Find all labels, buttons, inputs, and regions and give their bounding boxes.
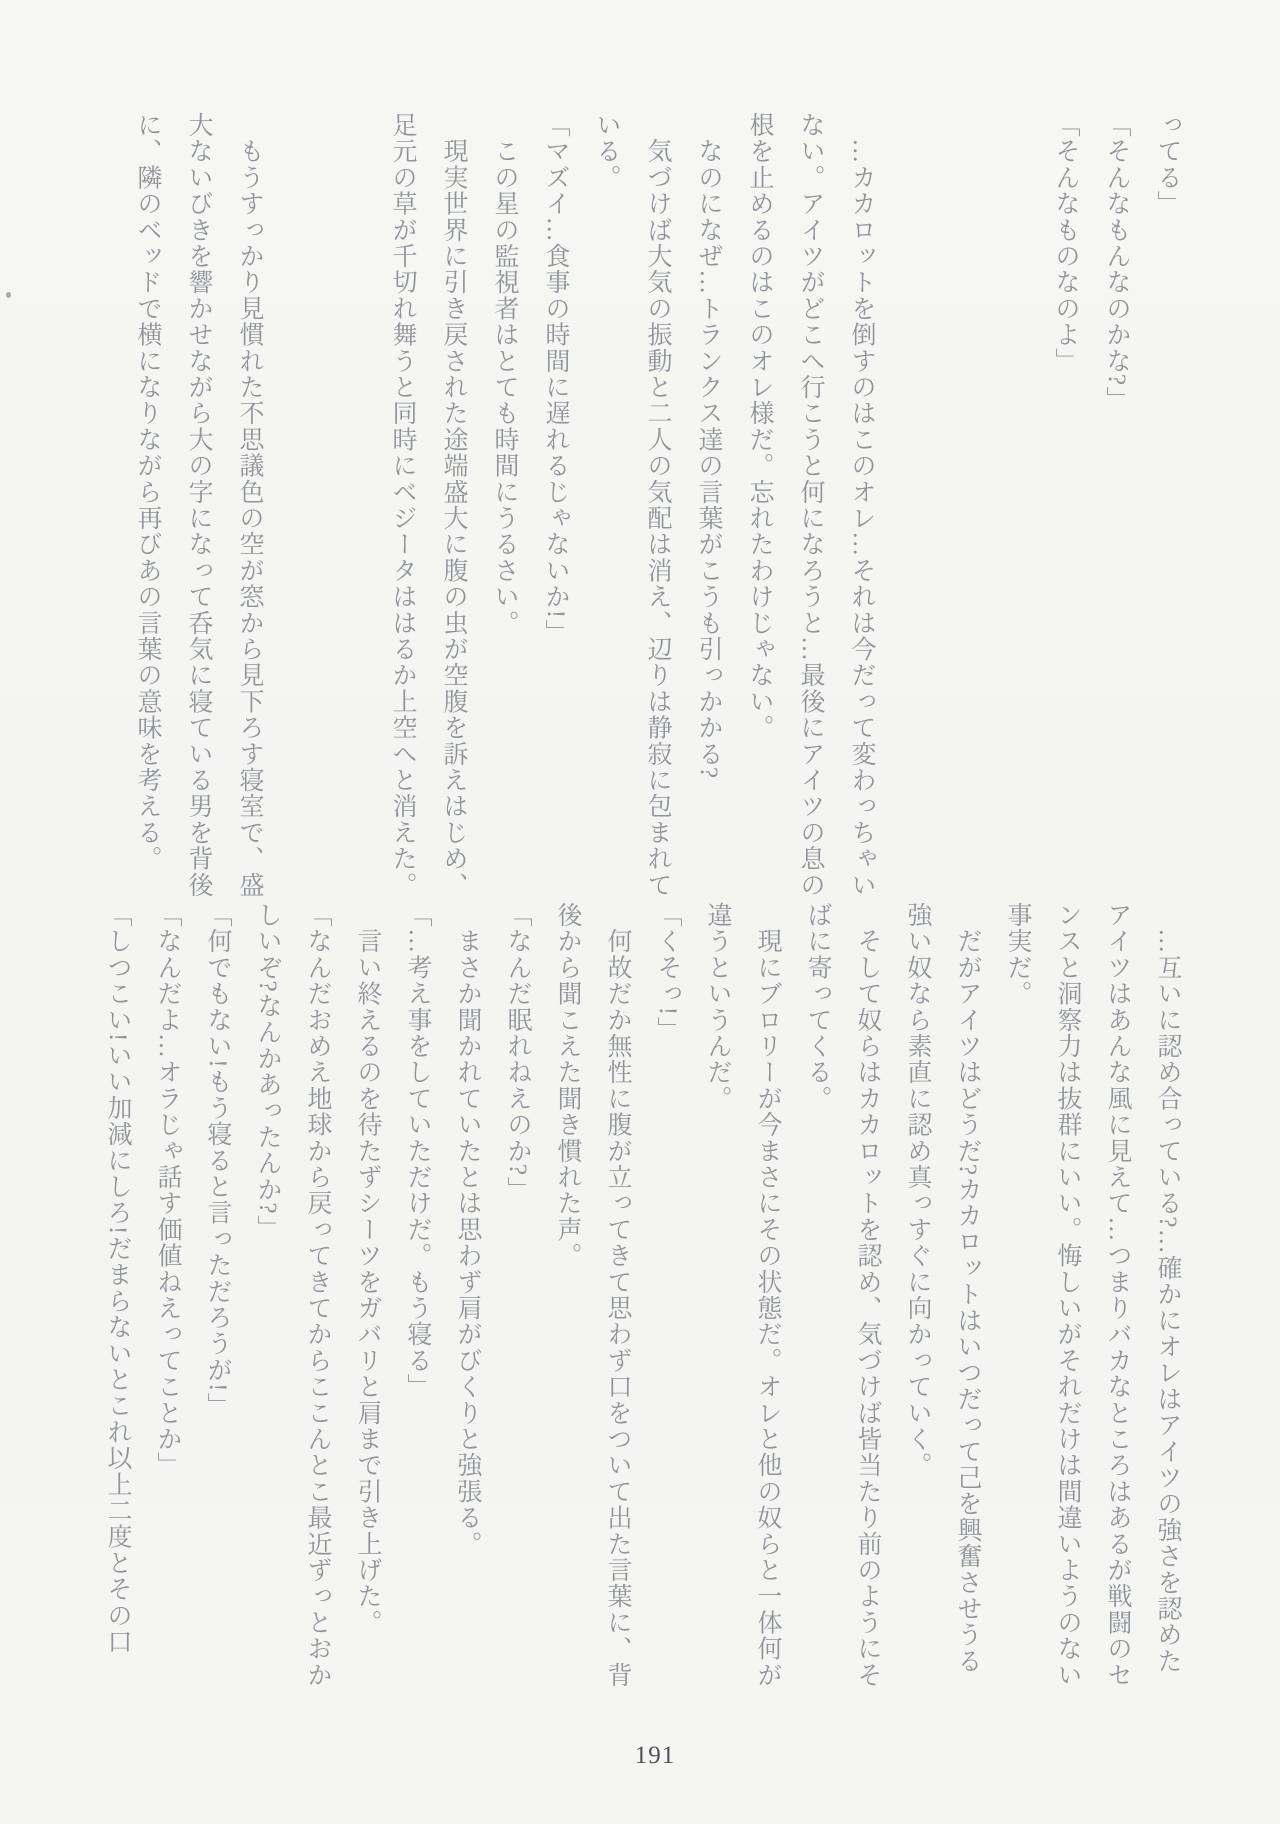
text-line: 「そんなものなのよ」 bbox=[1052, 112, 1079, 374]
text-line-spacer bbox=[900, 112, 925, 920]
scan-speck-artifact bbox=[6, 292, 11, 298]
text-line: 足元の草が千切れ舞うと同時にベジータははるか上空へと消えた。 bbox=[389, 112, 416, 898]
text-line: 「なんだ眠れねえのか?」 bbox=[504, 902, 531, 1203]
text-line-spacer bbox=[951, 112, 976, 920]
text-line: 何故だか無性に腹が立ってきて思わず口をついて出た言葉に、背 bbox=[604, 902, 631, 1688]
text-line: 言い終えるのを待たずシーツをガバリと肩まで引き上げた。 bbox=[354, 902, 381, 1636]
text-line: 大ないびきを響かせながら大の字になって呑気に寝ている男を背後 bbox=[185, 112, 212, 898]
text-line: アイツはあんな風に見えて…つまりバカなところはあるが戦闘のセ bbox=[1104, 902, 1131, 1688]
text-line: 「なんだよ…オラじゃ話す価値ねえってことか」 bbox=[154, 902, 181, 1479]
text-line: 根を止めるのはこのオレ様だ。忘れたわけじゃない。 bbox=[746, 112, 773, 741]
text-line: 「くそっ!」 bbox=[654, 902, 681, 1043]
text-line: 「マズイ…食事の時間に遅れるじゃないか!」 bbox=[542, 112, 569, 646]
text-line: 強い奴なら素直に認め真っすぐに向かっていく。 bbox=[904, 902, 931, 1479]
text-line: 「そんなもんなのかな?」 bbox=[1103, 112, 1130, 413]
text-line: いる。 bbox=[593, 112, 620, 191]
text-line: しいぞ?なんかあったんか?」 bbox=[254, 902, 281, 1241]
text-line: ない。アイツがどこへ行こうと何になろうと…最後にアイツの息の bbox=[797, 112, 824, 898]
text-block-upper bbox=[135, 112, 1180, 920]
text-line: 「何でもない!もう寝ると言っただろうが!」 bbox=[204, 902, 231, 1419]
text-line-spacer bbox=[288, 112, 313, 920]
text-line: 「…考え事をしていただけだ。もう寝る」 bbox=[404, 902, 431, 1400]
text-line: だがアイツはどうだ?カカロットはいつだって己を興奮させうる bbox=[954, 902, 981, 1675]
text-line-spacer bbox=[1002, 112, 1027, 920]
text-line: に、隣のベッドで横になりながら再びあの言葉の意味を考える。 bbox=[134, 112, 161, 872]
text-line: ばに寄ってくる。 bbox=[804, 902, 831, 1112]
text-line: なのになぜ…トランクス達の言葉がこうも引っかかる? bbox=[695, 112, 722, 780]
text-line: 違うというんだ。 bbox=[704, 902, 731, 1112]
text-line: 後から聞こえた聞き慣れた声。 bbox=[554, 902, 581, 1269]
text-line: 現実世界に引き戻された途端盛大に腹の虫が空腹を訴えはじめ、 bbox=[440, 112, 467, 898]
page-number: 191 bbox=[634, 1742, 676, 1769]
text-line: もうすっかり見慣れた不思議色の空が窓から見下ろす寝室で、盛 bbox=[236, 112, 263, 899]
text-line: 「なんだおめえ地球から戻ってきてからここんとこ最近ずっとおか bbox=[304, 902, 331, 1688]
text-line: 事実だ。 bbox=[1004, 902, 1031, 1007]
text-line: …互いに認め合っている?…確かにオレはアイツの強さを認めた bbox=[1154, 902, 1181, 1675]
text-line: 気づけば大気の振動と二人の気配は消え、辺りは静寂に包まれて bbox=[644, 112, 671, 898]
text-line: ンスと洞察力は抜群にいい。悔しいがそれだけは間違いようのない bbox=[1054, 902, 1081, 1688]
text-line: そして奴らはカカロットを認め、気づけば皆当たり前のようにそ bbox=[854, 902, 881, 1688]
text-line: …カカロットを倒すのはこのオレ…それは今だって変わっちゃい bbox=[848, 112, 875, 898]
text-block-lower bbox=[105, 902, 1180, 1714]
text-line: まさか聞かれていたとは思わず肩がびくりと強張る。 bbox=[454, 902, 481, 1557]
text-line: 「しつこい!いい加減にしろ!だまらないとこれ以上二度とその口 bbox=[104, 902, 131, 1655]
text-line: 現にブロリーが今まさにその状態だ。オレと他の奴らと一体何が bbox=[754, 902, 781, 1688]
text-line: ってる」 bbox=[1154, 112, 1181, 217]
text-line-spacer bbox=[339, 112, 364, 920]
text-line: この星の監視者はとても時間にうるさい。 bbox=[491, 112, 518, 636]
